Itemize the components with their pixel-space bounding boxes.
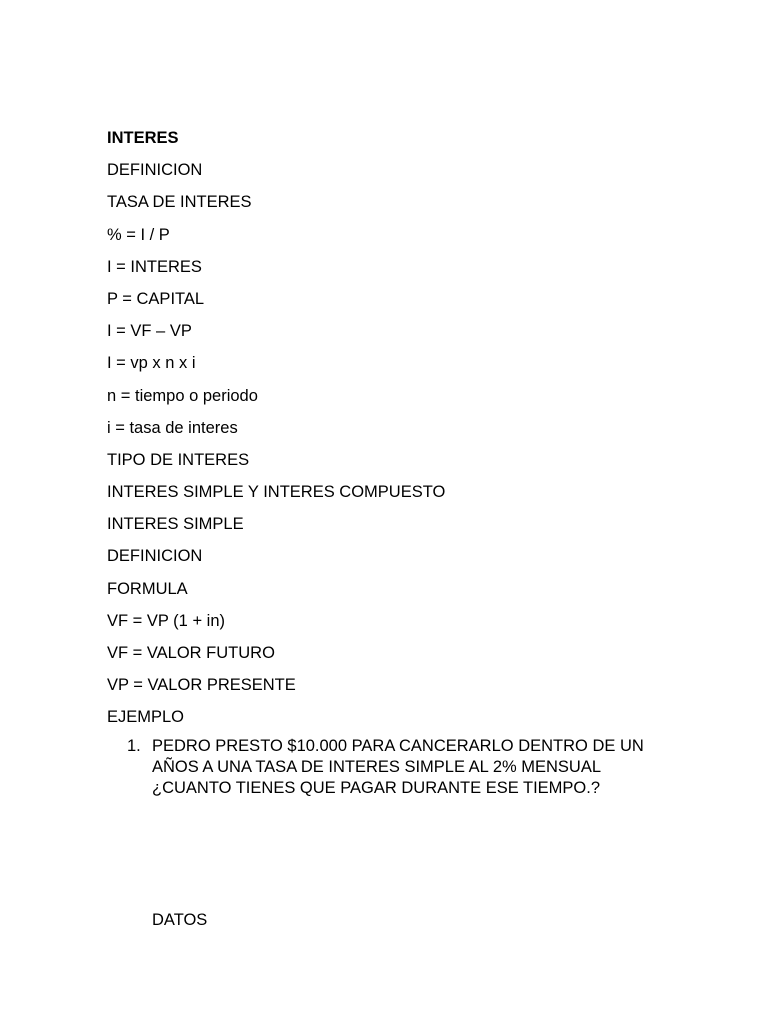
datos-label: DATOS: [152, 911, 208, 929]
list-item-number: 1.: [127, 736, 141, 755]
list-item-text: PEDRO PRESTO $10.000 PARA CANCERARLO DENTRO DE UN AÑOS A UNA TASA DE INTERES SIMPLE AL 2% MENSUAL ¿CUANTO TIENES QUE PAGAR DURANTE ESE TIEMPO.?: [152, 736, 644, 797]
formula-i-vf-vp: I = VF – VP: [107, 322, 192, 341]
text-line-tipo-de-interes: TIPO DE INTERES: [107, 450, 250, 469]
text-line-ejemplo: EJEMPLO: [107, 708, 185, 727]
text-line-interes-simple-y-compuesto: INTERES SIMPLE Y INTERES COMPUESTO: [107, 483, 446, 502]
definition-i-interes: I = INTERES: [107, 257, 202, 276]
example-list: [107, 736, 667, 799]
text-line-definicion-2: DEFINICION: [107, 547, 203, 566]
formula-i-vp-n-i: I = vp x n x i: [107, 354, 196, 373]
definition-vf-valor-futuro: VF = VALOR FUTURO: [107, 644, 275, 662]
formula-percent: % = I / P: [107, 225, 170, 244]
definition-i-tasa: i = tasa de interes: [107, 418, 238, 437]
text-line-interes-simple: INTERES SIMPLE: [107, 515, 244, 534]
list-item: [107, 736, 667, 799]
text-line-tasa-de-interes: TASA DE INTERES: [107, 193, 252, 212]
definition-vp-valor-presente: VP = VALOR PRESENTE: [107, 676, 296, 695]
text-line-formula: FORMULA: [107, 579, 188, 598]
document-title: INTERES: [107, 129, 179, 147]
definition-n-tiempo: n = tiempo o periodo: [107, 386, 258, 405]
text-line-definicion: DEFINICION: [107, 161, 203, 180]
document-body: [107, 122, 707, 799]
definition-p-capital: P = CAPITAL: [107, 289, 205, 308]
formula-vf: VF = VP (1 + in): [107, 611, 225, 630]
